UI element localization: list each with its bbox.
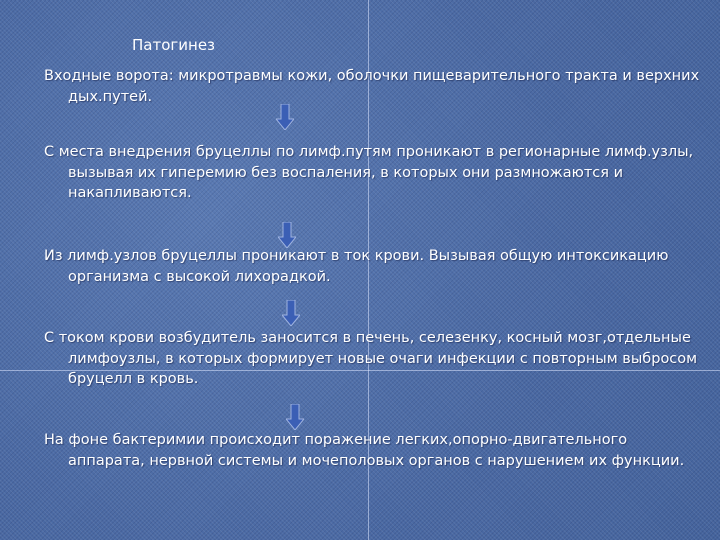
down-arrow-icon (276, 104, 294, 130)
paragraph-bacteremia: На фоне бактеримии происходит поражение легких,опорно-двигательного аппарата, нервной системы и мочеполовых органов с нарушением их функции. (44, 432, 685, 469)
paragraph-lymph-spread: С места внедрения бруцеллы по лимф.путям проникают в регионарные лимф.узлы, вызывая их гиперемию без воспаления, в которых они размножаются и накапливаются. (44, 144, 694, 201)
down-arrow-icon (286, 404, 304, 430)
paragraph-entry-gates: Входные ворота: микротравмы кожи, оболочки пищеварительного тракта и верхних дых.путей. (44, 68, 700, 105)
slide-title: Патогинез (132, 36, 216, 54)
down-arrow-icon (282, 300, 300, 326)
paragraph-bloodstream: Из лимф.узлов бруцеллы проникают в ток крови. Вызывая общую интоксикацию организма с высокой лихорадкой. (44, 248, 669, 285)
down-arrow-icon (278, 222, 296, 248)
paragraph-organ-foci: С током крови возбудитель заносится в печень, селезенку, косный мозг,отдельные лимфоузлы, в которых формирует новые очаги инфекции с повторным выбросом бруцелл в кровь. (44, 330, 698, 387)
